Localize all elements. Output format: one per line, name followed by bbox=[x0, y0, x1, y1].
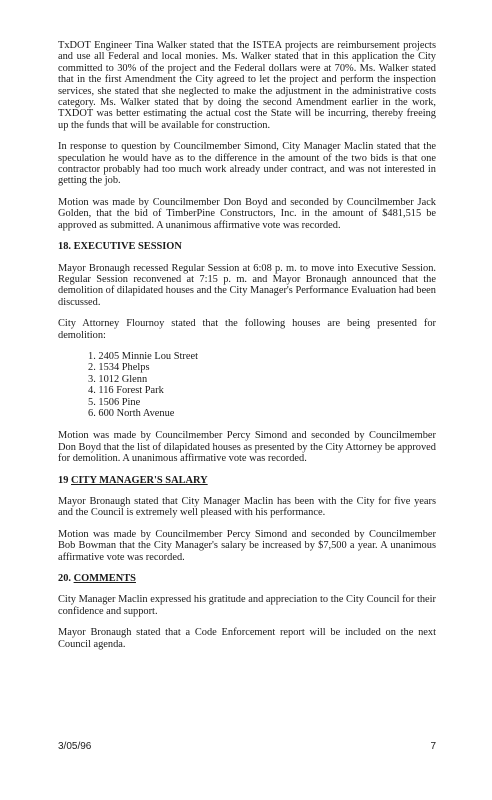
section-heading-executive-session bbox=[58, 241, 436, 252]
list-item: 1. 2405 Minnie Lou Street bbox=[88, 350, 198, 362]
list-item: 2. 1534 Phelps bbox=[88, 362, 150, 374]
page-footer bbox=[58, 741, 436, 752]
page-number: 7 bbox=[430, 741, 436, 752]
document-body bbox=[58, 40, 436, 660]
paragraph-maclin-performance: Mayor Bronaugh stated that City Manager Maclin has been with the City for five years and the Council is extremely well pleased with his performance. bbox=[58, 496, 436, 519]
section-heading-city-manager-salary bbox=[58, 475, 436, 486]
section-number: 20. bbox=[58, 573, 71, 585]
list-item: 3. 1012 Glenn bbox=[88, 373, 148, 385]
paragraph-salary-motion: Motion was made by Councilmember Percy Simond and seconded by Councilmember Bob Bowman that the City Manager's salary be increased by $7,500 a year. A unanimous affirmative vote was recorded. bbox=[58, 528, 436, 563]
paragraph-demolition-intro: City Attorney Flournoy stated that the following houses are being presented for demolition: bbox=[58, 318, 436, 341]
paragraph-bid-motion: Motion was made by Councilmember Don Boyd and seconded by Councilmember Jack Golden, that the bid of TimberPine Constructors, Inc. in the amount of $481,515 be approved as submitted. A unanimous affirmative vote was recorded. bbox=[58, 196, 436, 231]
section-heading-comments bbox=[58, 573, 436, 584]
section-number: 18. bbox=[58, 241, 71, 253]
houses-list bbox=[58, 351, 436, 419]
footer-date: 3/05/96 bbox=[58, 741, 92, 752]
list-item: 6. 600 North Avenue bbox=[88, 407, 175, 419]
list-item: 5. 1506 Pine bbox=[88, 396, 141, 408]
paragraph-maclin-gratitude: City Manager Maclin expressed his gratitude and appreciation to the City Council for their confidence and support. bbox=[58, 594, 436, 617]
paragraph-code-enforcement: Mayor Bronaugh stated that a Code Enforcement report will be included on the next Council agenda. bbox=[58, 627, 436, 650]
paragraph-executive-session: Mayor Bronaugh recessed Regular Session at 6:08 p. m. to move into Executive Session. Regular Session reconvened at 7:15 p. m. and Mayor Bronaugh announced that the demolition of dilapidated houses and the City Manager's Performance Evaluation had been discussed. bbox=[58, 262, 436, 308]
section-label: EXECUTIVE SESSION bbox=[73, 241, 182, 253]
list-item: 4. 116 Forest Park bbox=[88, 385, 164, 397]
section-label: CITY MANAGER'S SALARY bbox=[71, 474, 208, 486]
section-number: 19 bbox=[58, 474, 69, 486]
paragraph-bid-difference: In response to question by Councilmember Simond, City Manager Maclin stated that the speculation he would have as to the difference in the amount of the two bids is that one contractor probably had too much work already under contract, and was not interested in getting the job. bbox=[58, 141, 436, 187]
paragraph-tina-walker: TxDOT Engineer Tina Walker stated that the ISTEA projects are reimbursement projects and use all Federal and local monies. Ms. Walker stated that in this application the City committed to 30% of the project and the Federal dollars were at 70%. Ms. Walker stated that in the first Amendment the City agreed to let the project and perform the inspection services, she stated that she neglected to make the adjustment in the administrative costs category. Ms. Walker stated that by doing the second Amendment earlier in the work, TXDOT was better estimating the actual cost the State will be incurring, thereby freeing up the funds that will be available for construction. bbox=[58, 40, 436, 131]
section-label: COMMENTS bbox=[73, 573, 136, 585]
paragraph-demolition-motion: Motion was made by Councilmember Percy Simond and seconded by Councilmember Don Boyd that the list of dilapidated houses as presented by the City Attorney be approved for demolition. A unanimous affirmative vote was recorded. bbox=[58, 430, 436, 465]
